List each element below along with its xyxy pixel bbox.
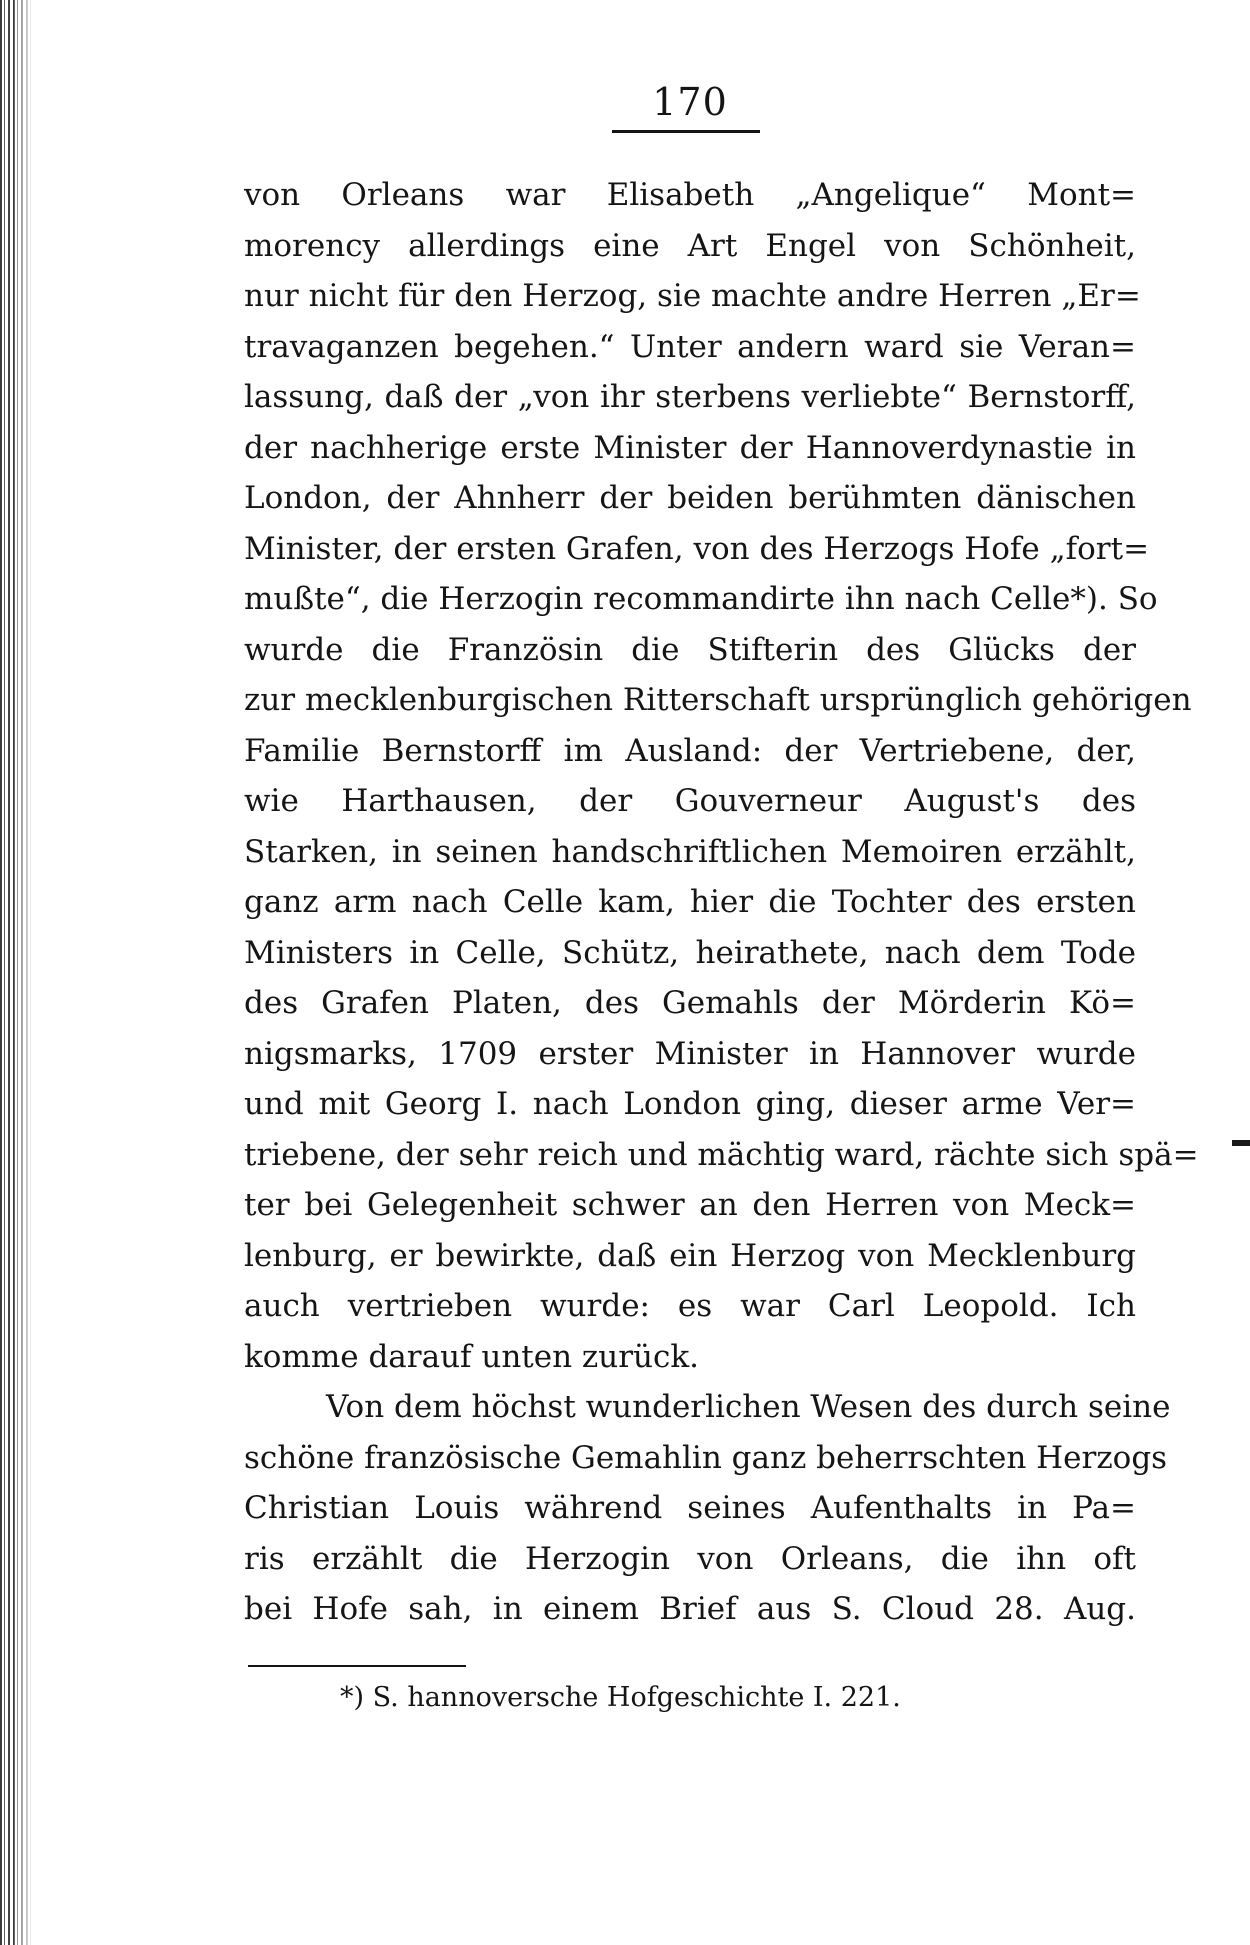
- text-line: Familie Bernstorff im Ausland: der Vertriebene, der,: [244, 732, 1136, 769]
- text-line: ganz arm nach Celle kam, hier die Tochter des ersten: [244, 884, 1136, 920]
- text-line: Minister, der ersten Grafen, von des Herzogs Hofe „fort=: [244, 530, 1150, 567]
- text-line: Ministers in Celle, Schütz, heirathete, nach dem Tode: [244, 934, 1136, 971]
- body-text: [244, 170, 1199, 1635]
- text-line: Starken, in seinen handschriftlichen Memoiren erzählt,: [244, 833, 1136, 870]
- text-line: zur mecklenburgischen Ritterschaft ursprünglich gehörigen: [244, 682, 1192, 718]
- text-line: von Orleans war Elisabeth „Angelique“ Mont=: [244, 177, 1136, 213]
- text-line: schöne französische Gemahlin ganz beherrschten Herzogs: [244, 1439, 1168, 1476]
- text-line: nigsmarks, 1709 erster Minister in Hannover wurde: [244, 1035, 1136, 1072]
- text-line: bei Hofe sah, in einem Brief aus S. Cloud 28. Aug.: [244, 1591, 1136, 1627]
- text-line: London, der Ahnherr der beiden berühmten dänischen: [244, 480, 1136, 516]
- footnote-rule: [248, 1665, 466, 1667]
- text-line: wie Harthausen, der Gouverneur August's des: [244, 783, 1136, 819]
- footnote: *) S. hannoversche Hofgeschichte I. 221.: [340, 1682, 901, 1713]
- text-line: nur nicht für den Herzog, sie machte andre Herren „Er=: [244, 278, 1141, 314]
- text-line: triebene, der sehr reich und mächtig ward, rächte sich spä=: [244, 1136, 1199, 1173]
- text-line: ter bei Gelegenheit schwer an den Herren von Meck=: [244, 1187, 1136, 1223]
- text-line: ris erzählt die Herzogin von Orleans, die ihn oft: [244, 1540, 1136, 1577]
- header-rule: [612, 130, 760, 133]
- scan-edge-mark: [1232, 1140, 1250, 1146]
- text-line: und mit Georg I. nach London ging, dieser arme Ver=: [244, 1086, 1136, 1122]
- text-line: wurde die Französin die Stifterin des Glücks der: [244, 631, 1136, 668]
- text-line: travaganzen begehen.“ Unter andern ward sie Veran=: [244, 328, 1136, 365]
- text-line: der nachherige erste Minister der Hannoverdynastie in: [244, 429, 1136, 466]
- page-number: 170: [652, 80, 728, 124]
- text-line: mußte“, die Herzogin recommandirte ihn nach Celle*). So: [244, 581, 1158, 617]
- text-line: morency allerdings eine Art Engel von Schönheit,: [244, 227, 1136, 264]
- text-line: auch vertrieben wurde: es war Carl Leopold. Ich: [244, 1288, 1136, 1324]
- paragraph-first-line: Von dem höchst wunderlichen Wesen des durch seine: [326, 1389, 1171, 1425]
- text-line: lassung, daß der „von ihr sterbens verliebte“ Bernstorff,: [244, 379, 1136, 415]
- text-line: komme darauf unten zurück.: [244, 1338, 699, 1375]
- text-line: lenburg, er bewirkte, daß ein Herzog von Mecklenburg: [244, 1237, 1136, 1274]
- text-line: des Grafen Platen, des Gemahls der Mörderin Kö=: [244, 985, 1136, 1021]
- text-line: Christian Louis während seines Aufenthalts in Pa=: [244, 1490, 1136, 1526]
- scan-binding-edge: [0, 0, 34, 1945]
